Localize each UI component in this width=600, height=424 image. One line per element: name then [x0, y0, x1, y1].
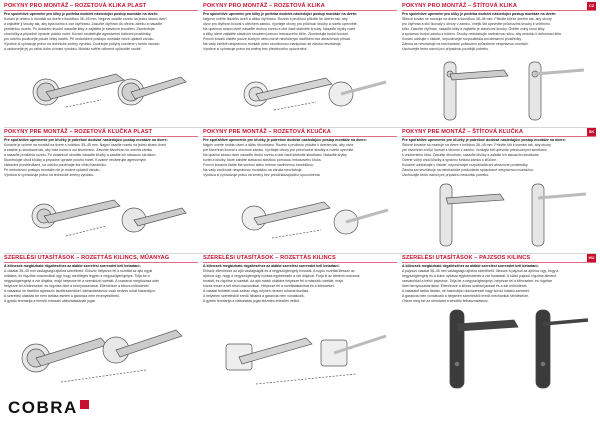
- body-line: Výrobce si vyhrazuje právo na technické změny výrobku. Dodržujte pokyny uvedené v tomto návodu: [4, 42, 160, 46]
- section-subtitle: Pre spoľahlivé upevnenie pre kľučky je potrebné dodržať nasledujúci postup montáže na dvere:: [402, 138, 566, 142]
- body-line: pro čtyřhran a klíč lícovaly s otvory v zámku. Vnější štít upevněte průchozími šrouby k vnitřnímu: [402, 22, 551, 26]
- body-line: pro údržbu používejte pouze vlhký hadřík. Při nedodržení postupu montáže nelze uplatnit záruku.: [4, 37, 155, 41]
- section-sk-plate: [402, 128, 596, 178]
- section-cz-plate: [402, 2, 596, 52]
- body-line: Őrizze meg ezt az útmutatót a későbbi felhasználáshoz.: [402, 299, 489, 303]
- title-rule: [203, 136, 397, 137]
- title-rule: [203, 10, 397, 11]
- body-line: Výrobca si vyhradzuje právo na technické zmeny výrobku.: [4, 173, 95, 177]
- plastic-rosette-handle-figure: [6, 52, 194, 124]
- body-line: a zaistite ju skrutkami tak, aby bola kolmo k osi štvorhranu. Zasuňte štvorhran do orecha zámku: [4, 148, 153, 152]
- plastic-rosette-handle-figure-hu: [6, 300, 194, 392]
- brand-mark-icon: [80, 400, 89, 409]
- body-line: Nejprve ověřte tloušťku dveří a délku čtyřhranu. Rozetu s pružinou přiložte ke dveřím tak, aby: [203, 17, 348, 21]
- body-line: Najprv overte hrúbku dverí a dĺžku štvorhranu. Rozetu s pružinou priložte k dverám tak, aby otvor: [203, 143, 354, 147]
- rosette-handle-figure: [206, 52, 394, 124]
- section-subtitle: A kilincsek megbízható rögzítéséhez az alábbi szerelési sorrendet kell betartani:: [402, 264, 539, 268]
- body-line: Pri nedodržaní postupu montáže nie je možné uplatniť záruku.: [4, 168, 101, 172]
- section-body: [402, 17, 596, 52]
- plastic-rosette-handle-figure-sk: [6, 178, 194, 252]
- body-line: A vasalat 35–45 mm vastagságú ajtókra szerelhető. Először helyezze fel a rozettát az ajtó egyik: [4, 269, 153, 273]
- section-title: POKYNY PRO MONTÁŽ – ROZETOVÁ KLIKA PLAST: [4, 3, 147, 9]
- title-rule: [4, 262, 198, 263]
- body-line: štítu. Zasuňte čtyřhran, nasaďte kliky a zajistěte je stavěcími šrouby. Ověřte volný chod kliky: [402, 27, 545, 31]
- body-line: Štítové kování se montuje na dveře s tloušťkou 38–45 mm. Přiložte štít ke dveřím tak, aby otvory: [402, 17, 552, 21]
- title-rule: [203, 262, 397, 263]
- section-body: [402, 143, 596, 178]
- title-rule: [4, 10, 198, 11]
- section-hu-rosette-plastic: [4, 254, 198, 304]
- body-line: A gyártó fenntartja a változtatás jogát előzetes értesítés nélkül.: [203, 299, 301, 303]
- body-line: húzza össze a két részt csavarokkal. Helyezze fel a rozettatakarókat és a kilincseket.: [203, 284, 335, 288]
- section-hu-rosette: [203, 254, 397, 304]
- body-line: otvor pro čtyřhran lícoval s ořechem zámku. Vyvrtejte otvory pro průchozí šrouby a rozetu upevněte.: [203, 22, 358, 26]
- plate-handle-figure-hu: [404, 300, 592, 392]
- title-rule: [4, 136, 198, 137]
- body-line: furatait, és rögzítse a rozettát. Az ajtó másik oldalára helyezze fel a második rozettát, majd: [203, 279, 343, 283]
- body-line: Uschovajte tento návod pre prípadnú neskoršiu potrebu.: [402, 173, 490, 177]
- body-line: pre štvorhran lícoval s orechom zámku. Vyvŕtajte otvory pre priechodné skrutky a rozetu upevnite.: [203, 148, 355, 152]
- body-line: A gyártó fenntartja a termék műszaki változtatásának jogát.: [4, 299, 96, 303]
- body-line: Záruka sa nevzťahuje na mechanické poškodenie spôsobené nesprávnou montážou.: [402, 168, 534, 172]
- body-line: oldalára, és rögzítse csavarokkal úgy, hogy merőleges legyen a négyszögtengelyre. Tolja be a: [4, 274, 150, 278]
- title-rule: [402, 262, 596, 263]
- plate-handle-figure: [404, 52, 592, 124]
- body-line: A garancia nem vonatkozik a helytelen szerelésből eredő mechanikai sérülésekre.: [402, 294, 530, 298]
- body-line: Povrch kovania čistite iba suchou alebo mierne navlhčenou handričkou.: [203, 163, 314, 167]
- body-line: csavarokkal a belső pajzshoz. Tolja be a négyszögtengelyt, helyezze fel a kilincseket, és rögzítse: [402, 279, 553, 283]
- body-line: Először ellenőrizze az ajtó vastagságát és a négyszögtengely hosszát. A rugós rozettát illessze az: [203, 269, 355, 273]
- body-line: Výrobce si vyhrazuje právo na změny bez předchozího upozornění.: [203, 47, 308, 51]
- body-line: Na vady vzniklé nesprávnou montáží nebo neodbornou manipulací se záruka nevztahuje.: [203, 42, 342, 46]
- body-line: Na vady vzniknuté nesprávnou montážou sa záruka nevzťahuje.: [203, 168, 303, 172]
- body-line: a správnou funkci zámku s klíčem. Šrouby nedotahujte nadměrnou silou, aby nedošlo k deformaci štítu.: [402, 32, 563, 36]
- body-line: A helytelen szerelésből eredő hibákra a garancia nem vonatkozik.: [203, 294, 305, 298]
- section-title: SZERELÉSI UTASÍTÁSOK – ROZETTÁS KILINCS, MŰANYAG: [4, 255, 170, 261]
- section-cz-rosette-plastic: [4, 2, 198, 52]
- title-rule: [402, 136, 596, 137]
- title-rule: [402, 10, 596, 11]
- section-sk-rosette: [203, 128, 397, 178]
- language-badge: HU: [588, 255, 595, 260]
- section-subtitle: Pro spolehlivé upevnění pro kliky je potřeba dodržet následující postup montáže na dveře:: [203, 12, 358, 16]
- language-badge: CZ: [588, 3, 595, 8]
- body-line: ajtóhoz úgy, hogy a négyszögtengely nyílása egybeessen a zár diójával. Fúrja ki az átmenő csavarok: [203, 274, 360, 278]
- body-line: Kování je určeno k montáži na dveře s tloušťkou 35–45 mm. Nejprve osaďte rozetu na jednu stranu dveří: [4, 17, 167, 21]
- section-body: [4, 143, 198, 178]
- body-line: Záruka se nevztahuje na mechanické poškození způsobené nesprávnou montáží.: [402, 42, 529, 46]
- row-divider: [4, 253, 596, 254]
- body-line: chod kliky a případně upravte polohu rozet. Kování neošetřujte agresivními čisticími prostředky,: [4, 32, 152, 36]
- section-subtitle: Pro spolehlivé upevnění pro kliky je potřeba dodržet následující postup montáže na dveře:: [402, 12, 557, 16]
- row-divider: [4, 127, 596, 128]
- body-line: A szerelési utasítás be nem tartása esetén a garancia nem érvényesíthető.: [4, 294, 120, 298]
- section-body: [4, 17, 198, 52]
- section-title: POKYNY PRO MONTÁŽ – ŠTÍTOVÁ KLIKA: [402, 3, 517, 9]
- section-title: SZERELÉSI UTASÍTÁSOK – ROZETTÁS KILINCS: [203, 255, 336, 261]
- section-title: POKYNY PRE MONTÁŽ – ROZETOVÁ KĽUČKA PLAST: [4, 129, 153, 135]
- brand-logo: [8, 398, 89, 418]
- body-line: a zajistěte ji šrouby tak, aby byla kolmo k ose čtyřhranu. Zasuňte čtyřhran do ořechu zámku a nasaďte: [4, 22, 163, 26]
- body-line: Kování udržujte v čistotě, nepoužívejte rozpouštědla ani abrazivní prostředky.: [402, 37, 522, 41]
- section-cz-rosette: [203, 2, 397, 52]
- body-line: čistiacimi prostriedkami, na údržbu používajte iba vlhkú handričku.: [4, 163, 107, 167]
- body-line: négyszögtengelyt a zár diójába, majd helyezze fel a szemközti rozettát. A csavarok meghúzása után: [4, 279, 160, 283]
- body-line: protilehlou rozetu. Po dotažení šroubů nasaďte kliky a zajistěte je stavěcím šroubem. Zkontrolujte: [4, 27, 155, 31]
- body-line: pre štvorhran a kľúč lícovali s otvormi v zámku. Vonkajší štít upevnite priechodnými skrutkami: [402, 148, 547, 152]
- body-line: a uschovejte jej po celou dobu užívání výrobku. Montáž svěřte odborně způsobilé osobě.: [4, 47, 142, 51]
- section-body: [4, 269, 198, 304]
- body-line: Štítové kovanie sa montuje na dvere s hrúbkou 38–45 mm. Priložte štít k dverám tak, aby otvory: [402, 143, 551, 147]
- section-subtitle: A kilincsek megbízható rögzítéséhez az alábbi szerelési sorrendet kell betartani:: [4, 264, 141, 268]
- section-title: SZERELÉSI UTASÍTÁSOK – PAJZSOS KILINCS: [402, 255, 531, 261]
- section-title: POKYNY PRE MONTÁŽ – ŠTÍTOVÁ KĽUČKA: [402, 129, 523, 135]
- section-sk-rosette-plastic: [4, 128, 198, 178]
- body-line: Kovanie je určené na montáž na dvere s hrúbkou 35–45 mm. Najprv osaďte rozetu na jednu stranu dverí: [4, 143, 167, 147]
- language-badge: SK: [588, 129, 595, 134]
- body-line: A pajzsos vasalat 38–45 mm vastagságú ajtókra szerelhető. Illessze a pajzsot az ajtóhoz úgy, hogy a: [402, 269, 559, 273]
- body-line: őket hernyócsavarokkal. Ellenőrizze a kilincs szabad járását és a zár működését.: [402, 284, 528, 288]
- body-line: Výrobca si vyhradzuje právo na zmeny bez predchádzajúceho upozornenia.: [203, 173, 321, 177]
- body-line: helyezze fel a kilincseket, és rögzítse őket a hernyócsavarral. Ellenőrizze a kilincs működését.: [4, 284, 150, 288]
- section-subtitle: Pre spoľahlivé upevnenie pre kľučky je potrebné dodržať nasledujúci postup montáže na dvere:: [203, 138, 367, 142]
- section-body: [402, 269, 596, 304]
- body-line: k vnútornému štítu. Zasuňte štvorhran, nasaďte kľučky a zaistite ich stavacími skrutkami.: [402, 153, 540, 157]
- body-line: a nasaďte protiľahlú rozetu. Po dotiahnutí skrutiek nasaďte kľučky a zaistite ich stavacou skrutkou.: [4, 153, 157, 157]
- rosette-handle-figure-sk: [206, 178, 394, 252]
- body-line: Na opačnou stranu dveří nasaďte druhou rozetu a obě části stáhněte šrouby. Nasaďte krytky rozet: [203, 27, 356, 31]
- body-line: a kliky, které zajistěte stavěcím šroubem pomocí imbusového klíče. Zkontrolujte funkci kování.: [203, 32, 349, 36]
- body-line: A vasalatot tartsa tisztán, ne használjon oldószereket vagy súroló hatású szereket.: [402, 289, 530, 293]
- body-line: roziet a kľučky, ktoré zaistite stavacou skrutkou pomocou imbusového kľúča.: [203, 158, 322, 162]
- plate-handle-figure-sk: [404, 178, 592, 252]
- rosette-handle-figure-hu: [206, 300, 394, 392]
- section-body: [203, 17, 397, 52]
- section-title: POKYNY PRE MONTÁŽ – ROZETOVÁ KĽUČKA: [203, 129, 331, 135]
- section-title: POKYNY PRO MONTÁŽ – ROZETOVÁ KLIKA: [203, 3, 325, 9]
- section-body: [203, 143, 397, 178]
- body-line: Uschovejte tento návod pro případnou pozdější potřebu.: [402, 47, 490, 51]
- body-line: A vasalatot ne tisztítsa agresszív tisztítószerekkel, karbantartáshoz csak nedves ruhát használjon.: [4, 289, 156, 293]
- body-line: Skontrolujte chod kľučky a prípadne upravte polohu roziet. Kovanie neošetrujte agresívnymi: [4, 158, 147, 162]
- body-line: négyszögtengely és a kulcs nyílásai egybeessenek a zár furataival. A külső pajzsot rögzítse átmenő: [402, 274, 557, 278]
- section-hu-plate: [402, 254, 596, 304]
- section-subtitle: Pre spoľahlivé upevnenie pre kľučky je potrebné dodržať nasledujúci postup montáže na dvere:: [4, 138, 168, 142]
- body-line: A vasalat felületét csak száraz vagy enyhén nedves ruhával tisztítsa.: [203, 289, 310, 293]
- body-line: Na opačnú stranu dverí nasaďte druhú rozetu a obe časti stiahnite skrutkami. Nasaďte krytky: [203, 153, 347, 157]
- section-body: [203, 269, 397, 304]
- section-subtitle: Pro spolehlivé upevnění pro kliky je potřeba dodržet následující postup montáže na dveře:: [4, 12, 159, 16]
- section-subtitle: A kilincsek megbízható rögzítéséhez az alábbi szerelési sorrendet kell betartani:: [203, 264, 340, 268]
- body-line: Overte voľný chod kľučky a správnu funkciu zámku s kľúčom.: [402, 158, 498, 162]
- brand-name: COBRA: [8, 398, 78, 417]
- body-line: Povrch kování čistěte pouze suchým nebo mírně navlhčeným hadříkem bez abrazivních přísad.: [203, 37, 351, 41]
- body-line: Kovanie udržiavajte v čistote, nepoužívajte rozpúšťadlá ani abrazívne prostriedky.: [402, 163, 529, 167]
